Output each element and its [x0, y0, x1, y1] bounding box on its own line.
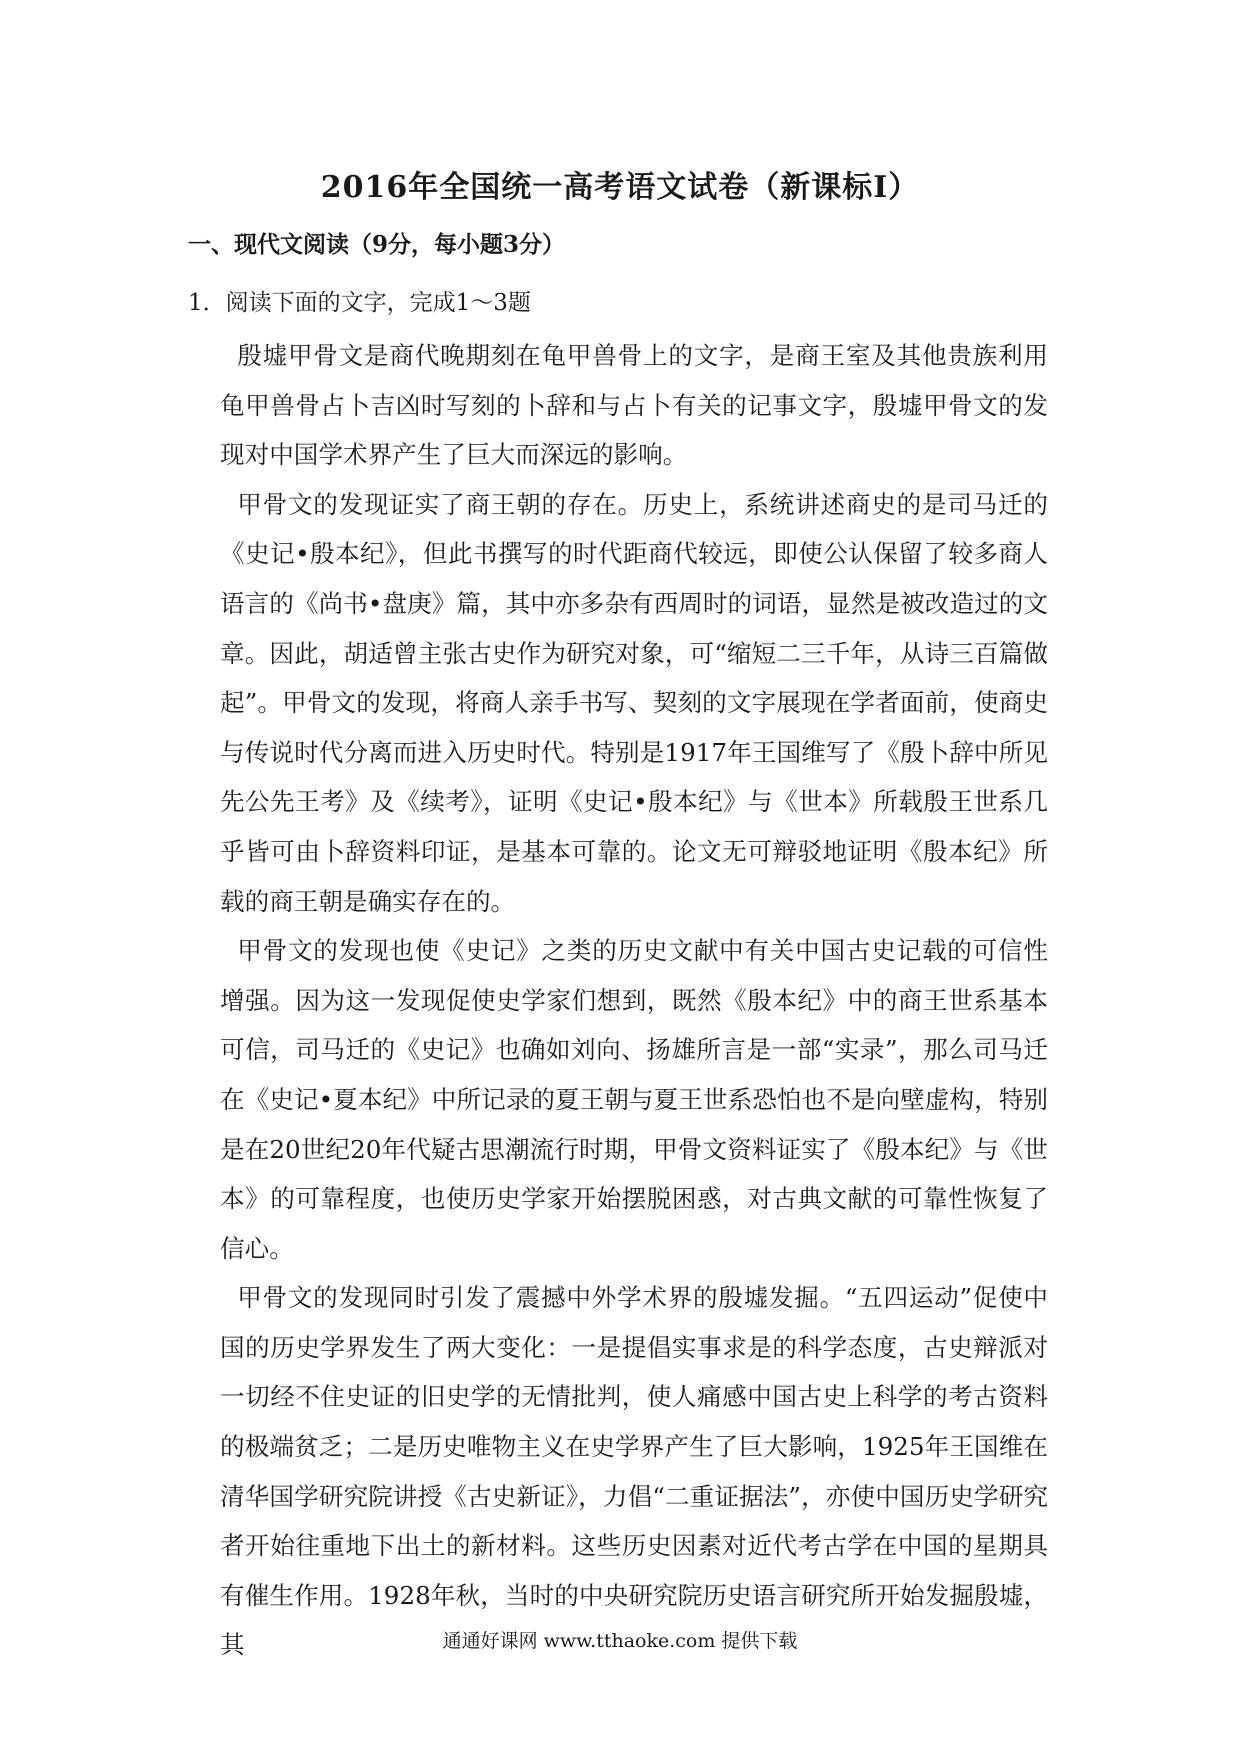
reading-passage: [220, 331, 1048, 1670]
passage-paragraph-4: 甲骨文的发现同时引发了震撼中外学术界的殷墟发掘。“五四运动”促使中国的历史学界发生了两大变化：一是提倡实事求是的科学态度，古史辩派对一切经不住史证的旧史学的无情批判，使人痛感中国古史上科学的考古资料的极端贫乏；二是历史唯物主义在史学界产生了巨大影响，1925年王国维在清华国学研究院讲授《古史新证》，力倡“二重证据法”，亦使中国历史学研究者开始往重地下出土的新材料。这些历史因素对近代考古学在中国的星期具有催生作用。1928年秋，当时的中央研究院历史语言研究所开始发掘殷墟，其: [220, 1283, 1048, 1660]
passage-paragraph-2: 甲骨文的发现证实了商王朝的存在。历史上，系统讲述商史的是司马迁的《史记•殷本纪》，但此书撰写的时代距商代较远，即使公认保留了较多商人语言的《尚书•盘庚》篇，其中亦多杂有西周时的词语，显然是被改造过的文章。因此，胡适曾主张古史作为研究对象，可“缩短二三千年，从诗三百篇做起”。甲骨文的发现，将商人亲手书写、契刻的文字展现在学者面前，使商史与传说时代分离而进入历史时代。特别是1917年王国维写了《殷卜辞中所见先公先王考》及《续考》，证明《史记•殷本纪》与《世本》所载殷王世系几乎皆可由卜辞资料印证，是基本可靠的。论文无可辩驳地证明《殷本纪》所载的商王朝是确实存在的。: [220, 489, 1048, 916]
passage-paragraph-3: 甲骨文的发现也使《史记》之类的历史文献中有关中国古史记载的可信性增强。因为这一发现促使史学家们想到，既然《殷本纪》中的商王世系基本可信，司马迁的《史记》也确如刘向、扬雄所言是一部“实录”，那么司马迁在《史记•夏本纪》中所记录的夏王朝与夏王世系恐怕也不是向壁虚构，特别是在20世纪20年代疑古思潮流行时期，甲骨文资料证实了《殷本纪》与《世本》的可靠程度，也使历史学家开始摆脱困惑，对古典文献的可靠性恢复了信心。: [220, 936, 1048, 1263]
passage-paragraph-1: 殷墟甲骨文是商代晚期刻在龟甲兽骨上的文字，是商王室及其他贵族利用龟甲兽骨占卜吉凶时写刻的卜辞和与占卜有关的记事文字，殷墟甲骨文的发现对中国学术界产生了巨大而深远的影响。: [220, 341, 1048, 470]
exam-title: 2016年全国统一高考语文试卷（新课标Ⅰ）: [320, 170, 920, 205]
page-footer: 通通好课网 www.tthaoke.com 提供下载: [442, 1630, 798, 1652]
question-prompt: 1．阅读下面的文字，完成1～3题: [188, 290, 531, 316]
section-heading: 一、现代文阅读（9分，每小题3分）: [188, 231, 566, 258]
